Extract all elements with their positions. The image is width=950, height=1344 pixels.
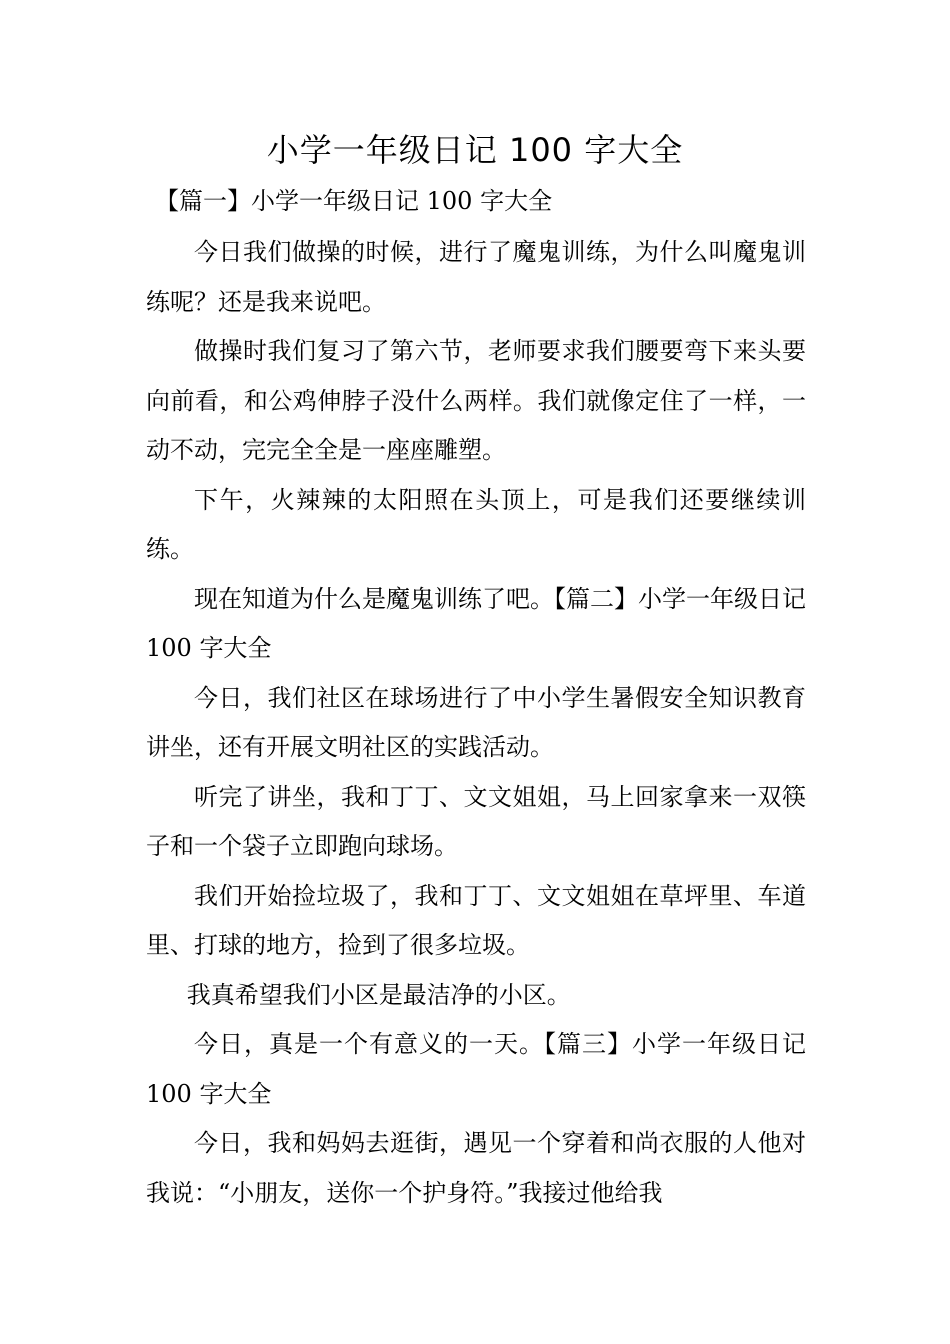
paragraph: 听完了讲坐，我和丁丁、文文姐姐，马上回家拿来一双筷子和一个袋子立即跑向球场。 <box>146 782 806 860</box>
document-body <box>146 228 806 1218</box>
paragraph: 下午，火辣辣的太阳照在头顶上，可是我们还要继续训练。 <box>146 485 806 563</box>
paragraph: 现在知道为什么是魔鬼训练了吧。【篇二】小学一年级日记 100 字大全 <box>146 584 806 662</box>
paragraph: 今日，我们社区在球场进行了中小学生暑假安全知识教育讲坐，还有开展文明社区的实践活动。 <box>146 683 806 761</box>
section-heading: 【篇一】小学一年级日记 100 字大全 <box>155 187 553 215</box>
document-title: 小学一年级日记 100 字大全 <box>266 131 684 169</box>
paragraph: 今日，真是一个有意义的一天。【篇三】小学一年级日记 100 字大全 <box>146 1030 806 1108</box>
paragraph: 今日，我和妈妈去逛街，遇见一个穿着和尚衣服的人他对我说：“小朋友，送你一个护身符。”我接过他给我 <box>146 1129 806 1207</box>
paragraph: 今日我们做操的时候，进行了魔鬼训练，为什么叫魔鬼训练呢？还是我来说吧。 <box>146 238 806 316</box>
paragraph: 我们开始捡垃圾了，我和丁丁、文文姐姐在草坪里、车道里、打球的地方，捡到了很多垃圾。 <box>146 881 806 959</box>
paragraph: 我真希望我们小区是最洁净的小区。 <box>186 980 571 1009</box>
paragraph: 做操时我们复习了第六节，老师要求我们腰要弯下来头要向前看，和公鸡伸脖子没什么两样。我们就像定住了一样，一动不动，完完全全是一座座雕塑。 <box>146 337 806 464</box>
